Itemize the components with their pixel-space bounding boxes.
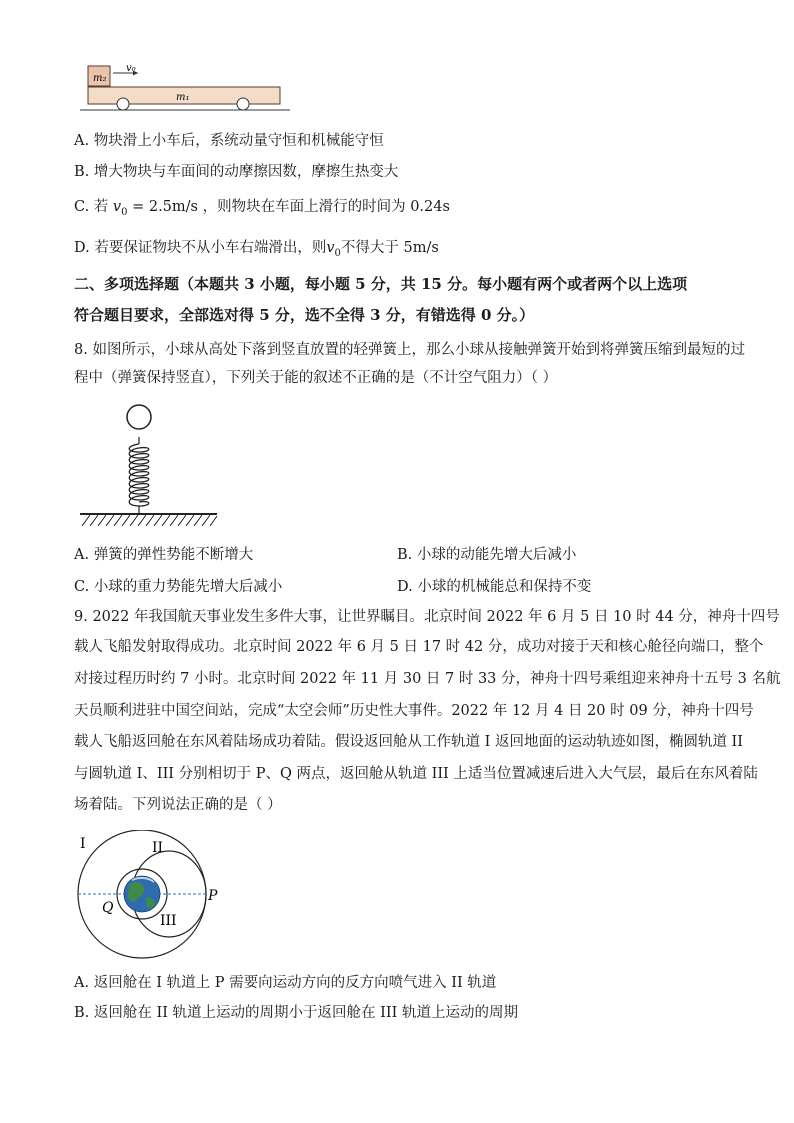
velocity-label: v₀ <box>126 63 136 74</box>
section2-heading-line2: 符合题目要求，全部选对得 5 分，选不全得 3 分，有错选得 0 分。） <box>74 306 535 324</box>
q9-stem-line1: 9. 2022 年我国航天事业发生多件大事，让世界瞩目。北京时间 2022 年 6 月 5 日 10 时 44 分，神舟十四号 <box>74 609 780 625</box>
q8-option-a: A. 弹簧的弹性势能不断增大 <box>74 547 254 563</box>
q7-option-c-sub: 0 <box>121 206 128 218</box>
q8-stem-line1: 8. 如图所示，小球从高处下落到竖直放置的轻弹簧上，那么小球从接触弹簧开始到将弹簧压缩到最短的过 <box>74 342 745 358</box>
section2-heading-line1: 二、多项选择题（本题共 3 小题，每小题 5 分，共 15 分。每小题有两个或者两个以上选项 <box>74 275 688 293</box>
q9-stem-line2: 载人飞船发射取得成功。北京时间 2022 年 6 月 5 日 17 时 42 分，成功对接于天和核心舱径向端口，整个 <box>74 639 764 655</box>
q8-option-b: B. 小球的动能先增大后减小 <box>397 547 577 563</box>
q8-stem-line2: 程中（弹簧保持竖直），下列关于能的叙述不正确的是（不计空气阻力）（ ） <box>74 370 558 386</box>
q9-option-b: B. 返回舱在 II 轨道上运动的周期小于返回舱在 III 轨道上运动的周期 <box>74 1005 518 1021</box>
q7-option-a: A. 物块滑上小车后，系统动量守恒和机械能守恒 <box>74 133 384 149</box>
q7-option-b: B. 增大物块与车面间的动摩擦因数，摩擦生热变大 <box>74 164 399 180</box>
spring-figure <box>76 400 221 535</box>
q7-option-d-var: v <box>326 240 335 256</box>
orbit-label-III: III <box>160 913 177 929</box>
q7-option-c-post: = 2.5m/s ，则物块在车面上滑行的时间为 0.24s <box>127 199 450 215</box>
q7-option-c <box>74 197 450 223</box>
orbit-label-II: II <box>152 840 164 856</box>
block-m2-label: m₂ <box>93 73 107 84</box>
q9-stem-line6: 与圆轨道 I、III 分别相切于 P、Q 两点，返回舱从轨道 III 上适当位置减速后进入大气层，最后在东风着陆 <box>74 766 758 782</box>
orbit-figure <box>70 830 230 960</box>
cart-block-figure <box>80 60 290 115</box>
orbit-label-I: I <box>80 836 86 852</box>
q8-option-d: D. 小球的机械能总和保持不变 <box>397 579 592 595</box>
q7-option-d-post: 不得大于 5m/s <box>340 240 439 256</box>
q9-stem-line5: 载人飞船返回舱在东风着陆场成功着陆。假设返回舱从工作轨道 I 返回地面的运动轨迹如图，椭圆轨道 II <box>74 734 744 750</box>
cart-m1-label: m₁ <box>176 92 190 103</box>
q7-option-c-pre: C. 若 <box>74 199 113 215</box>
q8-option-c: C. 小球的重力势能先增大后减小 <box>74 579 283 595</box>
q9-stem-line3: 对接过程历时约 7 小时。北京时间 2022 年 11 月 30 日 7 时 33 分，神舟十四号乘组迎来神舟十五号 3 名航 <box>74 671 781 687</box>
spring-coil <box>129 444 149 506</box>
orbit-label-Q: Q <box>102 900 114 916</box>
q9-stem-line4: 天员顺利进驻中国空间站，完成“太空会师”历史性大事件。2022 年 12 月 4 日 20 时 09 分，神舟十四号 <box>74 703 754 719</box>
q9-option-a: A. 返回舱在 I 轨道上 P 需要向运动方向的反方向喷气进入 II 轨道 <box>74 975 497 991</box>
wheel-right <box>237 98 249 110</box>
q9-stem-line7: 场着陆。下列说法正确的是（ ） <box>74 797 282 813</box>
q7-option-d <box>74 238 439 264</box>
q7-option-d-sub: 0 <box>334 247 341 259</box>
earth-icon <box>124 876 160 912</box>
q7-option-d-pre: D. 若要保证物块不从小车右端滑出，则 <box>74 240 327 256</box>
q7-option-c-var: v <box>112 199 122 215</box>
orbit-label-P: P <box>208 888 218 904</box>
ball <box>127 405 151 429</box>
wheel-left <box>117 98 129 110</box>
